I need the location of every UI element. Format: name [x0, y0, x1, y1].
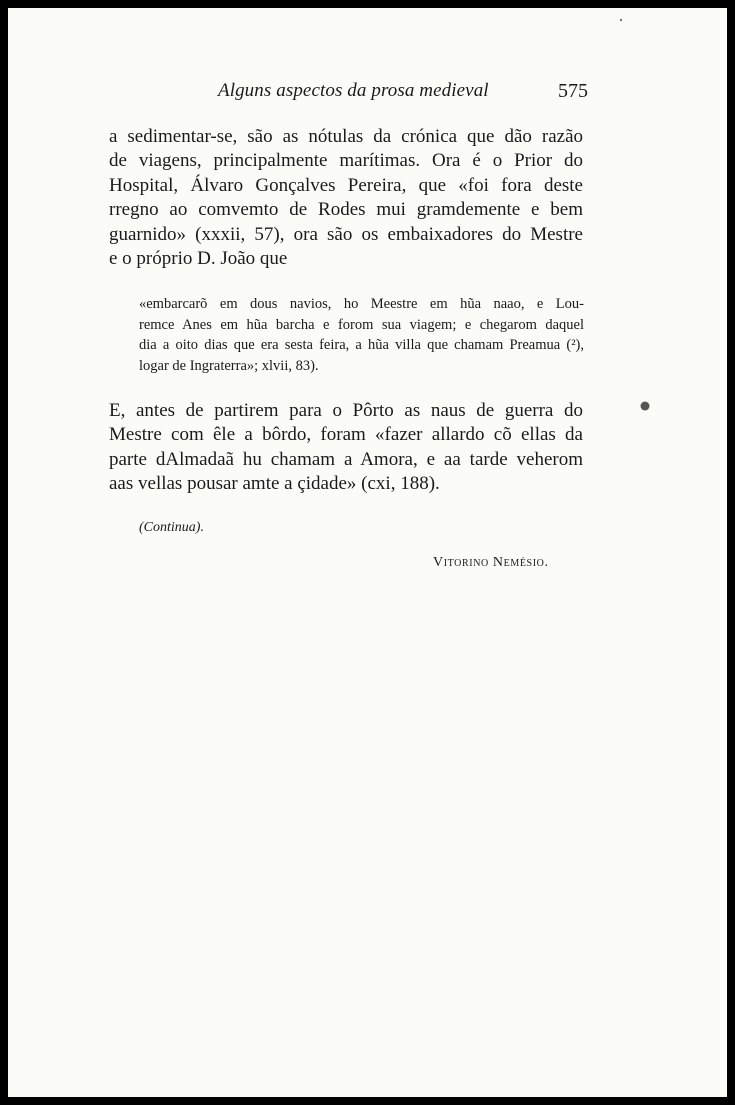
- text-line: guarnido» (xxxii, 57), ora são os embaixadores do Mestre: [109, 223, 583, 245]
- ink-speck: [620, 19, 622, 21]
- text-line: Hospital, Álvaro Gonçalves Pereira, que «foi fora deste: [109, 174, 583, 196]
- text-line: a sedimentar-se, são as nótulas da crónica que dão razão: [109, 126, 583, 147]
- text-line: parte dAlmadaã hu chamam a Amora, e aa tarde veherom: [109, 448, 583, 470]
- text-line: de viagens, principalmente marítimas. Ora é o Prior do: [109, 150, 583, 172]
- ink-speck: [641, 402, 650, 411]
- text-line: E, antes de partirem para o Pôrto as naus de guerra do: [109, 400, 583, 421]
- book-page: [8, 8, 727, 1097]
- quote-line: remce Anes em hũa barcha e forom sua viagem; e chegarom daquel: [139, 316, 584, 333]
- quote-line: dia a oito dias que era sesta feira, a hũa villa que chamam Preamua (²),: [139, 337, 584, 354]
- running-head: [218, 80, 588, 106]
- page-number: 575: [558, 80, 588, 102]
- running-title: Alguns aspectos da prosa medieval: [218, 80, 489, 101]
- quote-line: logar de Ingraterra»; xlvii, 83).: [139, 357, 319, 374]
- paragraph-1: [109, 125, 583, 271]
- author-signature: Vitorino Nemésio.: [433, 555, 549, 570]
- text-line: aas vellas pousar amte a çidade» (cxi, 188).: [109, 473, 440, 495]
- text-line: e o próprio D. João que: [109, 248, 288, 270]
- continua-note: (Continua).: [139, 520, 204, 535]
- quote-line: «embarcarõ em dous navios, ho Meestre em hũa naao, e Lou-: [139, 296, 584, 312]
- block-quote: [139, 294, 584, 376]
- text-line: Mestre com êle a bôrdo, foram «fazer allardo cõ ellas da: [109, 424, 583, 446]
- text-line: rregno ao comvemto de Rodes mui gramdemente e bem: [109, 199, 583, 221]
- paragraph-2: [109, 399, 583, 497]
